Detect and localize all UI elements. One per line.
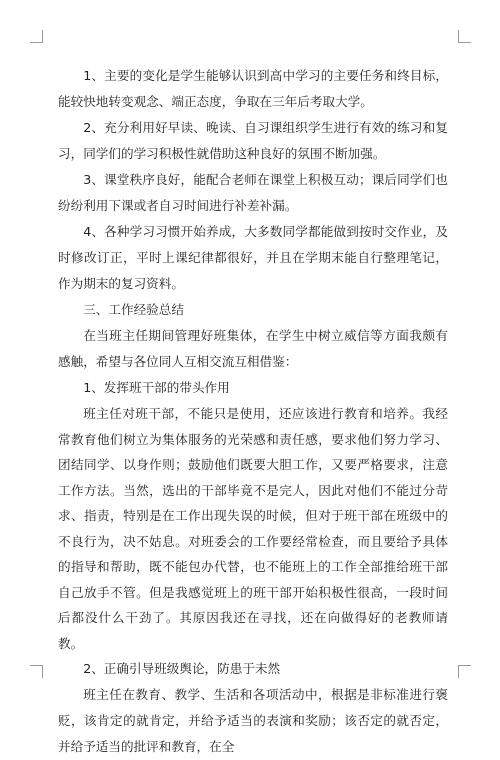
paragraph-result-1: 1、主要的变化是学生能够认识到高中学习的主要任务和终目标，能较快地转变观念、端正态度，争取在三年后考取大学。	[58, 68, 448, 109]
crop-mark-top-right	[458, 30, 471, 43]
section-heading-experience: 三、工作经验总结	[83, 302, 184, 317]
paragraph-result-2: 2、充分利用好早读、晚读、自习课组织学生进行有效的练习和复习，同学们的学习积极性就借助这种良好的氛围不断加强。	[58, 120, 448, 161]
subheading-class-cadres: 1、发挥班干部的带头作用	[83, 380, 230, 395]
crop-mark-top-left	[30, 30, 43, 43]
document-body	[58, 63, 448, 760]
paragraph-result-3: 3、课堂秩序良好，能配合老师在课堂上积极互动；课后同学们也纷纷利用下课或者自习时间进行补差补漏。	[58, 172, 448, 213]
paragraph-public-opinion: 班主任在教育、教学、生活和各项活动中，根据是非标准进行褒贬，该肯定的就肯定，并给予适当的表演和奖励；该否定的就否定，并给予适当的批评和教育，在全	[58, 687, 448, 754]
paragraph-result-4: 4、各种学习习惯开始养成，大多数同学都能做到按时交作业，及时修改订正，平时上课纪律都很好，并且在学期末能自行整理笔记，作为期末的复习资料。	[58, 224, 448, 291]
paragraph-class-cadres: 班主任对班干部，不能只是使用，还应该进行教育和培养。我经常教育他们树立为集体服务的光荣感和责任感，要求他们努力学习、团结同学、以身作则；鼓励他们既要大胆工作，又要严格要求，注意工作方法。当然，选出的干部毕竟不是完人，因此对他们不能过分苛求、指责，特别是在工作出现失误的时候，但对于班干部在班级中的不良行为，决不姑息。对班委会的工作要经常检查，而且要给予具体的指导和帮助，既不能包办代替，也不能班上的工作全部推给班干部自己放手不管。但是我感觉班上的班干部开始积极性很高，一段时间后都没什么干劲了。其原因我还在寻找，还在向做得好的老教师请教。	[58, 406, 448, 651]
paragraph-intro: 在当班主任期间管理好班集体，在学生中树立威信等方面我颇有感触，希望与各位同人互相交流互相借鉴：	[58, 328, 448, 369]
crop-mark-bottom-right	[458, 665, 471, 678]
subheading-public-opinion: 2、正确引导班级舆论，防患于未然	[83, 661, 281, 676]
crop-mark-bottom-left	[30, 665, 43, 678]
